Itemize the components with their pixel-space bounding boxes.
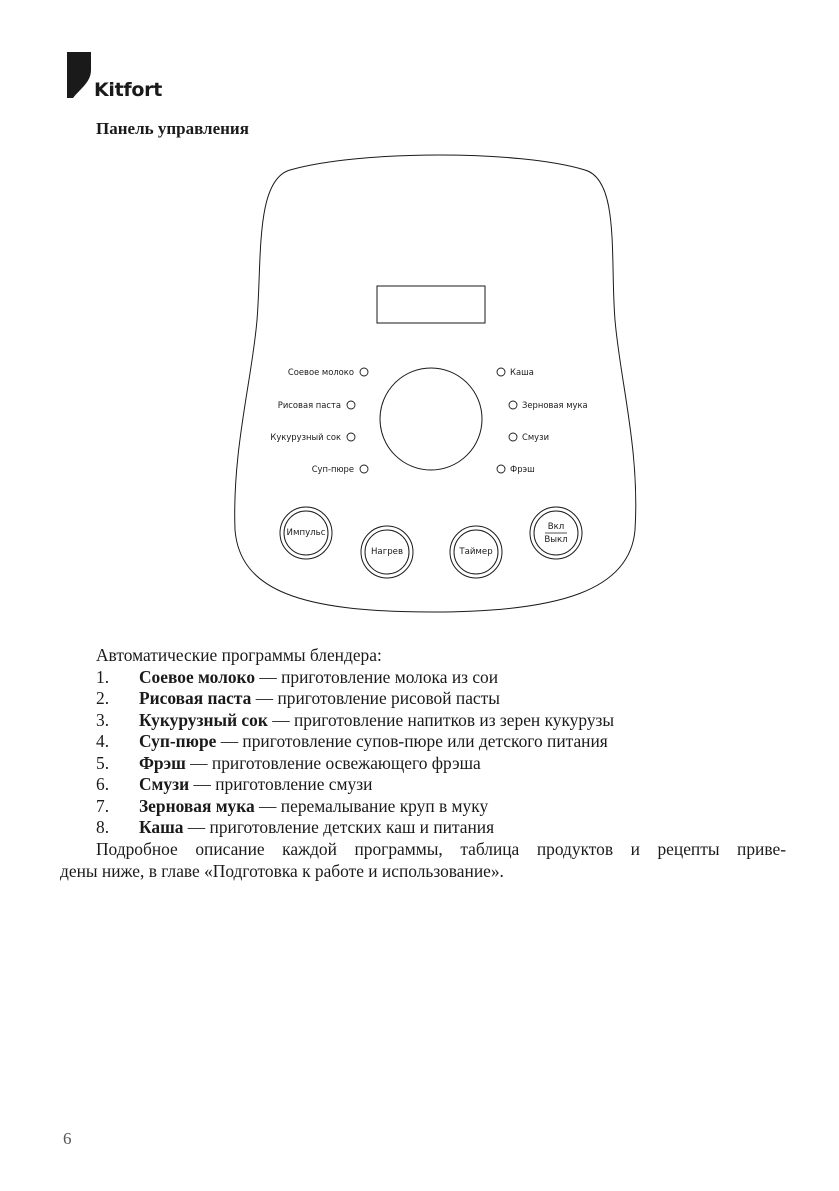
program-name: Кукурузный сок xyxy=(139,709,268,730)
programs-intro: Автоматические программы блендера: xyxy=(96,645,382,665)
program-label-corn-juice: Кукурузный сок xyxy=(270,432,341,442)
heat-button[interactable]: Нагрев xyxy=(370,547,404,557)
indicator-led xyxy=(347,401,355,409)
indicator-led xyxy=(509,433,517,441)
indicator-led xyxy=(347,433,355,441)
program-label-soy-milk: Соевое молоко xyxy=(287,367,354,377)
power-on-label[interactable]: Вкл xyxy=(547,522,565,532)
list-item: 1. Соевое молоко — приготовление молока из сои xyxy=(96,666,499,687)
pulse-button[interactable]: Импульс xyxy=(286,528,326,538)
list-item: 7. Зерновая мука — перемалывание круп в муку xyxy=(96,795,489,816)
program-name: Фрэш xyxy=(139,752,186,773)
brand-name: Kitfort xyxy=(94,79,162,101)
indicator-led xyxy=(360,368,368,376)
program-label-smoothie: Смузи xyxy=(522,432,550,442)
indicator-led xyxy=(360,465,368,473)
program-label-fresh: Фрэш xyxy=(510,464,535,474)
program-dial xyxy=(380,368,482,470)
program-label-grain-flour: Зерновая мука xyxy=(522,400,588,410)
program-name: Каша xyxy=(139,817,184,837)
list-item: 4. Суп-пюре — приготовление супов-пюре или детского питания xyxy=(96,731,608,751)
timer-button[interactable]: Таймер xyxy=(459,547,493,557)
program-name: Соевое молоко xyxy=(139,666,256,687)
indicator-led xyxy=(497,465,505,473)
list-item: 8. Каша — приготовление детских каш и питания xyxy=(96,817,495,837)
program-name: Рисовая паста xyxy=(139,688,252,708)
list-item: 5. Фрэш — приготовление освежающего фрэша xyxy=(96,752,481,773)
list-item: 3. Кукурузный сок — приготовление напитков из зерен кукурузы xyxy=(96,709,615,730)
program-label-porridge: Каша xyxy=(510,367,534,377)
section-title: Панель управления xyxy=(96,119,249,138)
program-label-rice-paste: Рисовая паста xyxy=(277,400,341,410)
indicator-led xyxy=(509,401,517,409)
program-name: Зерновая мука xyxy=(139,795,255,816)
program-name: Суп-пюре xyxy=(139,731,217,751)
program-label-soup-puree: Суп-пюре xyxy=(311,464,354,474)
list-item: 2. Рисовая паста — приготовление рисовой пасты xyxy=(96,688,500,708)
indicator-led xyxy=(497,368,505,376)
program-name: Смузи xyxy=(139,774,190,794)
details-paragraph-line2: дены ниже, в главе «Подготовка к работе и использование». xyxy=(60,861,504,881)
power-off-label[interactable]: Выкл xyxy=(544,535,568,545)
details-paragraph-line1: Подробное описание каждой программы, таблица продуктов и рецепты приве- xyxy=(96,839,786,859)
display-screen xyxy=(377,286,485,323)
page-number: 6 xyxy=(63,1129,72,1148)
list-item: 6. Смузи — приготовление смузи xyxy=(96,774,373,794)
